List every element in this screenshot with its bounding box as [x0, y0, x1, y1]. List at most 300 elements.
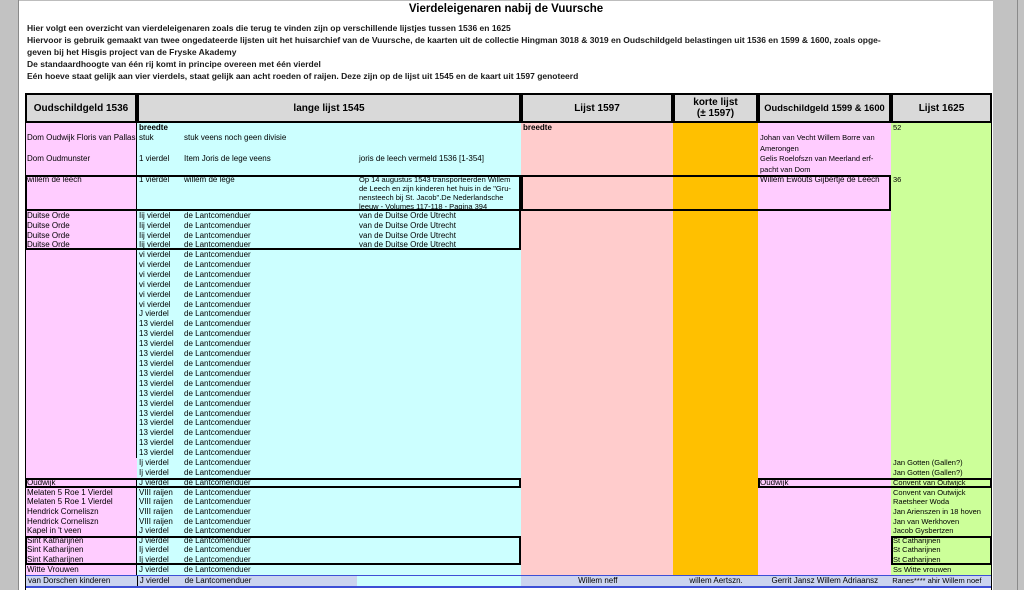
cell-text: de Lantcomenduer: [184, 299, 251, 309]
cell-h: [891, 260, 992, 270]
cell-a: [25, 369, 137, 379]
cell-h: [891, 280, 992, 290]
cell-c: [183, 576, 358, 586]
cell-f: [673, 428, 758, 438]
cell-g: [757, 576, 890, 586]
cell-g: [758, 319, 891, 329]
cell-a: [25, 175, 137, 211]
cell-text: de Lantcomenduer: [184, 438, 251, 448]
cell-a: [25, 123, 137, 175]
cell-h: [891, 488, 992, 498]
cell-text: Sint Katharijnen: [27, 555, 84, 565]
cell-d: [357, 240, 521, 250]
cell-text: 13 vierdel: [139, 368, 174, 378]
cell-d: [357, 448, 521, 458]
cell-text: vi vierdel: [139, 279, 171, 289]
cell-h: [891, 565, 992, 575]
cell-text: Oudwijk: [27, 477, 56, 487]
cell-text: Raetsheer Woda: [893, 497, 950, 507]
cell-text: Ij vierdel: [139, 545, 169, 555]
cell-a: [25, 379, 137, 389]
cell-c: [182, 488, 357, 498]
cell-c: [182, 359, 357, 369]
cell-a: [25, 478, 137, 488]
cell-f: [673, 319, 758, 329]
cell-c: [182, 448, 357, 458]
cell-f: [673, 250, 758, 260]
cell-text: de Lantcomenduer: [184, 487, 251, 497]
cell-text: de Lantcomenduer: [184, 448, 251, 458]
cell-b: [137, 478, 182, 488]
cell-d: [357, 409, 521, 419]
cell-a: [25, 409, 137, 419]
cell-text: Iij vierdel: [139, 220, 171, 230]
column-header-lange-lijst-1545: lange lijst 1545: [137, 93, 521, 123]
cell-text: de Lantcomenduer: [184, 477, 251, 487]
cell-text: Duitse Orde: [27, 211, 70, 220]
cell-e: [521, 211, 673, 221]
cell-text: 52: [893, 123, 902, 132]
cell-c: [182, 458, 357, 468]
table-row: [25, 409, 992, 419]
cell-text: 13 vierdel: [139, 358, 174, 368]
cell-b: [137, 250, 182, 260]
cell-b: [137, 123, 182, 175]
cell-a: [25, 211, 137, 221]
cell-e: [521, 409, 673, 419]
cell-h: [891, 497, 992, 507]
row-oudwijk: [25, 478, 992, 488]
cell-a: [25, 231, 137, 241]
cell-e: [521, 438, 673, 448]
cell-text: VIII raijen: [139, 497, 173, 507]
cell-e: [521, 389, 673, 399]
cell-c: [182, 280, 357, 290]
cell-text: de Lantcomenduer: [184, 467, 251, 477]
cell-e: [521, 260, 673, 270]
cell-text: de Lantcomenduer: [184, 269, 251, 279]
cell-text: de Lantcomenduer: [184, 250, 251, 259]
cell-text: Oudwijk: [760, 477, 789, 487]
cell-text: [139, 144, 182, 154]
cell-b: [137, 555, 182, 565]
cell-text: de Lantcomenduer: [184, 398, 251, 408]
cell-text: Duitse Orde: [27, 240, 70, 250]
cell-text: Melaten 5 Roe 1 Vierdel: [27, 487, 113, 497]
cell-a: [25, 438, 137, 448]
cell-e: [521, 280, 673, 290]
cell-text: Convent van Outwijck: [893, 477, 966, 487]
cell-text: vi vierdel: [139, 250, 171, 259]
column-header-korte-lijst-line2: (± 1597): [696, 108, 735, 119]
cell-h: [891, 379, 992, 389]
cell-b: [137, 290, 182, 300]
cell-d: [357, 290, 521, 300]
cell-d: [357, 389, 521, 399]
cell-a: [25, 290, 137, 300]
cell-text: nensteech bij St. Jacob".De Nederlandsche: [359, 193, 504, 202]
cell-c: [182, 418, 357, 428]
cell-b: [137, 329, 182, 339]
cell-e: [521, 319, 673, 329]
cell-f: [673, 309, 758, 319]
cell-b: [137, 458, 182, 468]
cell-h: [891, 389, 992, 399]
cell-b: [137, 497, 182, 507]
cell-text: joris de leech vermeld 1536 [1-354]: [359, 154, 484, 164]
cell-text: 13 vierdel: [139, 428, 174, 438]
cell-h: [891, 231, 992, 241]
cell-text: stuk veens noch geen divisie: [184, 133, 287, 143]
cell-a: [25, 536, 137, 546]
cell-b: [137, 517, 182, 527]
cell-text: J vierdel: [139, 477, 169, 487]
cell-h: [891, 250, 992, 260]
table-row: [25, 488, 992, 498]
cell-text: 1 vierdel: [139, 154, 170, 164]
block-lantcomenduer-run: [25, 250, 992, 478]
cell-b: [137, 260, 182, 270]
table-row: [25, 565, 992, 575]
cell-a: [25, 565, 137, 575]
cell-b: [137, 448, 182, 458]
cell-h: [891, 309, 992, 319]
cell-e: [521, 369, 673, 379]
cell-f: [673, 379, 758, 389]
cell-text: J vierdel: [139, 564, 169, 574]
cell-g: [758, 260, 891, 270]
cell-a: [25, 418, 137, 428]
cell-c: [182, 290, 357, 300]
cell-text: 13 vierdel: [139, 398, 174, 408]
cell-a: [25, 329, 137, 339]
cell-d: [357, 359, 521, 369]
cell-text: breedte: [523, 123, 552, 132]
cell-text: breedte: [139, 123, 168, 132]
cell-h: [891, 428, 992, 438]
cell-text: 36: [893, 175, 902, 184]
cell-e: [521, 309, 673, 319]
cell-text: de Lantcomenduer: [184, 575, 252, 585]
cell-b: [137, 399, 182, 409]
table-left-border: [25, 123, 26, 590]
cell-f: [673, 280, 758, 290]
cell-d: [357, 369, 521, 379]
cell-h: [891, 300, 992, 310]
cell-text: de Lantcomenduer: [184, 408, 251, 418]
table-row: [25, 250, 992, 260]
cell-h: [891, 319, 992, 329]
table-row: [25, 497, 992, 507]
cell-c: [182, 536, 357, 546]
cell-b: [137, 438, 182, 448]
cell-h: [891, 240, 992, 250]
cell-h: [891, 175, 992, 211]
cell-d: [357, 428, 521, 438]
cell-text: Ij vierdel: [139, 458, 169, 468]
cell-text: vi vierdel: [139, 299, 171, 309]
owners-table: [25, 93, 992, 590]
intro-line-2: Hiervoor is gebruik gemaakt van twee ongedateerde lijsten uit het huisarchief van de Vuursche, de kaarten uit de collectie Hingman 3018 & 3019 en Oudschildgeld belastingen uit 1536 en 1599 & 1600, zoals opge-: [27, 35, 881, 45]
cell-text: willem Aertszn.: [689, 575, 743, 585]
cell-g: [758, 280, 891, 290]
cell-text: Hendrick Corneliszn: [27, 516, 99, 526]
table-body: [25, 123, 992, 590]
cell-a: [25, 497, 137, 507]
cell-text: Witte Vrouwen: [27, 564, 79, 574]
cell-f: [673, 409, 758, 419]
cell-text: 1 vierdel: [139, 175, 170, 184]
cell-text: Duitse Orde: [27, 230, 70, 240]
cell-c: [182, 339, 357, 349]
cell-text: Sint Katharijnen: [27, 535, 84, 545]
cell-text: VIII raijen: [139, 516, 173, 526]
cell-b: [137, 300, 182, 310]
cell-text: de Lantcomenduer: [184, 259, 251, 269]
cell-h: [890, 576, 991, 586]
cell-c: [182, 175, 357, 211]
cell-text: van de Duitse Orde Utrecht: [359, 220, 456, 230]
cell-b: [137, 280, 182, 290]
cell-text: van Dorschen kinderen: [28, 575, 111, 585]
table-row: [25, 389, 992, 399]
cell-text: de Lantcomenduer: [184, 516, 251, 526]
cell-c: [182, 309, 357, 319]
cell-text: 13 vierdel: [139, 448, 174, 458]
cell-b: [137, 468, 182, 478]
cell-text: de Lantcomenduer: [184, 545, 251, 555]
cell-d: [357, 339, 521, 349]
cell-f: [673, 339, 758, 349]
cell-b: [137, 221, 182, 231]
cell-h: [891, 359, 992, 369]
cell-h: [891, 290, 992, 300]
cell-a: [25, 309, 137, 319]
cell-c: [182, 565, 357, 575]
table-row: [25, 339, 992, 349]
cell-text: de Lantcomenduer: [184, 358, 251, 368]
cell-f: [673, 359, 758, 369]
cell-a: [25, 339, 137, 349]
cell-a: [25, 280, 137, 290]
cell-text: J vierdel: [139, 309, 169, 319]
table-row: [25, 211, 992, 221]
column-header-lijst-1625: Lijst 1625: [891, 93, 992, 123]
cell-g: [758, 428, 891, 438]
cell-d: [357, 319, 521, 329]
cell-text: Iij vierdel: [139, 211, 171, 220]
table-row: [25, 468, 992, 478]
cell-b: [137, 270, 182, 280]
block-duitse-orde: [25, 211, 992, 250]
cell-e: [521, 250, 673, 260]
cell-h: [891, 468, 992, 478]
cell-text: [27, 144, 136, 154]
cell-text: Gelis Roelofszn van Meerland erf-: [760, 154, 874, 164]
cell-a: [25, 507, 137, 517]
cell-b: [137, 545, 182, 555]
cell-h: [891, 409, 992, 419]
cell-g: [758, 389, 891, 399]
table-row: [25, 349, 992, 359]
cell-a: [25, 399, 137, 409]
cell-a: [25, 260, 137, 270]
cell-text: de Lantcomenduer: [184, 458, 251, 468]
cell-e: [521, 270, 673, 280]
cell-g: [758, 175, 891, 211]
cell-text: St Catharijnen: [893, 545, 941, 555]
cell-c: [182, 379, 357, 389]
cell-h: [891, 123, 992, 175]
cell-text: Willem neff: [578, 575, 618, 585]
cell-a: [25, 545, 137, 555]
cell-text: 13 vierdel: [139, 408, 174, 418]
cell-g: [758, 329, 891, 339]
block-willem-de-leech: [25, 175, 992, 211]
cell-text: de Lantcomenduer: [184, 535, 251, 545]
cell-a: [25, 359, 137, 369]
cell-text: de Lantcomenduer: [184, 289, 251, 299]
intro-line-1: Hier volgt een overzicht van vierdeleigenaren zoals die terug te vinden zijn op verschillende lijstjes tussen 1536 en 1625: [27, 23, 511, 33]
cell-e: [521, 418, 673, 428]
cell-text: Ranes**** ahir Willem noef: [892, 575, 982, 585]
cell-text: stuk: [139, 133, 154, 143]
cell-g: [758, 349, 891, 359]
cell-text: vi vierdel: [139, 269, 171, 279]
cell-text: [184, 144, 357, 154]
cell-f: [673, 211, 758, 221]
cell-e: [521, 300, 673, 310]
block-dom: [25, 123, 992, 175]
table-row: [25, 478, 992, 488]
row-witte-vrouwen: [25, 565, 992, 575]
cell-text: Sint Katharijnen: [27, 545, 84, 555]
cell-e: [521, 399, 673, 409]
cell-e: [521, 290, 673, 300]
cell-text: Duitse Orde: [27, 220, 70, 230]
column-header-korte-lijst: [673, 93, 758, 123]
cell-h: [891, 418, 992, 428]
cell-a: [25, 240, 137, 250]
cell-a: [25, 300, 137, 310]
table-row: [25, 507, 992, 517]
cell-a: [25, 389, 137, 399]
cell-g: [758, 339, 891, 349]
cell-h: [891, 545, 992, 555]
cell-text: de Lantcomenduer: [184, 211, 251, 220]
cell-text: J vierdel: [139, 526, 169, 536]
cell-c: [182, 319, 357, 329]
cell-text: Op 14 augustus 1543 transporteerden Willem: [359, 175, 511, 184]
cell-b: [137, 379, 182, 389]
block-melaten: [25, 488, 992, 536]
cell-text: de Lantcomenduer: [184, 230, 251, 240]
cell-d: [357, 280, 521, 290]
cell-a: [25, 448, 137, 458]
cell-g: [758, 240, 891, 250]
cell-b: [137, 409, 182, 419]
cell-text: de Lantcomenduer: [184, 309, 251, 319]
cell-b: [137, 319, 182, 329]
cell-text: de Lantcomenduer: [184, 526, 251, 536]
cell-h: [891, 349, 992, 359]
cell-text: de Lantcomenduer: [184, 388, 251, 398]
cell-d: [357, 309, 521, 319]
cell-text: pacht van Dom: [760, 164, 811, 174]
cell-text: [359, 144, 521, 154]
table-row: [25, 526, 992, 536]
cell-text: Jacob Gysbertzen: [893, 526, 954, 536]
table-row: [25, 536, 992, 546]
cell-b: [137, 418, 182, 428]
table-row: [26, 576, 991, 586]
table-row: [25, 240, 992, 250]
cell-c: [182, 497, 357, 507]
cell-a: [25, 428, 137, 438]
table-row: [25, 221, 992, 231]
cell-f: [673, 448, 758, 458]
cell-e: [521, 428, 673, 438]
cell-b: [137, 240, 182, 250]
cell-text: Willem Ewouts Gijbertje de Leech: [760, 175, 880, 184]
cell-f: [673, 349, 758, 359]
cell-text: de Lantcomenduer: [184, 339, 251, 349]
window-edge-line: [1017, 0, 1018, 590]
page-top-edge: [0, 0, 1024, 1]
cell-g: [758, 231, 891, 241]
page-margin-left: [0, 0, 19, 590]
cell-text: Dom Oudmunster: [27, 154, 91, 164]
cell-c: [182, 250, 357, 260]
cell-text: Jan Arienszen in 18 hoven: [893, 507, 981, 517]
cell-c: [182, 428, 357, 438]
page-title: Vierdeleigenaren nabij de Vuursche: [408, 3, 604, 15]
cell-h: [891, 399, 992, 409]
cell-a: [25, 526, 137, 536]
cell-text: Amerongen: [760, 143, 799, 153]
cell-g: [758, 369, 891, 379]
cell-f: [673, 389, 758, 399]
cell-c: [182, 221, 357, 231]
cell-h: [891, 339, 992, 349]
cell-d: [357, 329, 521, 339]
cell-text: Kapel in 't veen: [27, 526, 82, 536]
cell-h: [891, 507, 992, 517]
table-row: [25, 545, 992, 555]
table-row: [25, 290, 992, 300]
cell-b: [137, 175, 182, 211]
cell-h: [891, 526, 992, 536]
cell-text: willem de lege: [184, 175, 235, 184]
cell-g: [758, 379, 891, 389]
cell-g: [758, 418, 891, 428]
table-row: [25, 517, 992, 527]
cell-c: [182, 211, 357, 221]
cell-a: [25, 488, 137, 498]
cell-f: [673, 175, 758, 211]
cell-f: [673, 260, 758, 270]
cell-c: [182, 260, 357, 270]
cell-text: J vierdel: [139, 575, 170, 585]
cell-a: [25, 555, 137, 565]
cell-a: [25, 319, 137, 329]
table-row: [25, 280, 992, 290]
cell-text: 13 vierdel: [139, 329, 174, 339]
cell-text: 13 vierdel: [139, 349, 174, 359]
table-row: [25, 438, 992, 448]
cell-h: [891, 555, 992, 565]
cell-text: Convent van Outwijck: [893, 487, 966, 497]
